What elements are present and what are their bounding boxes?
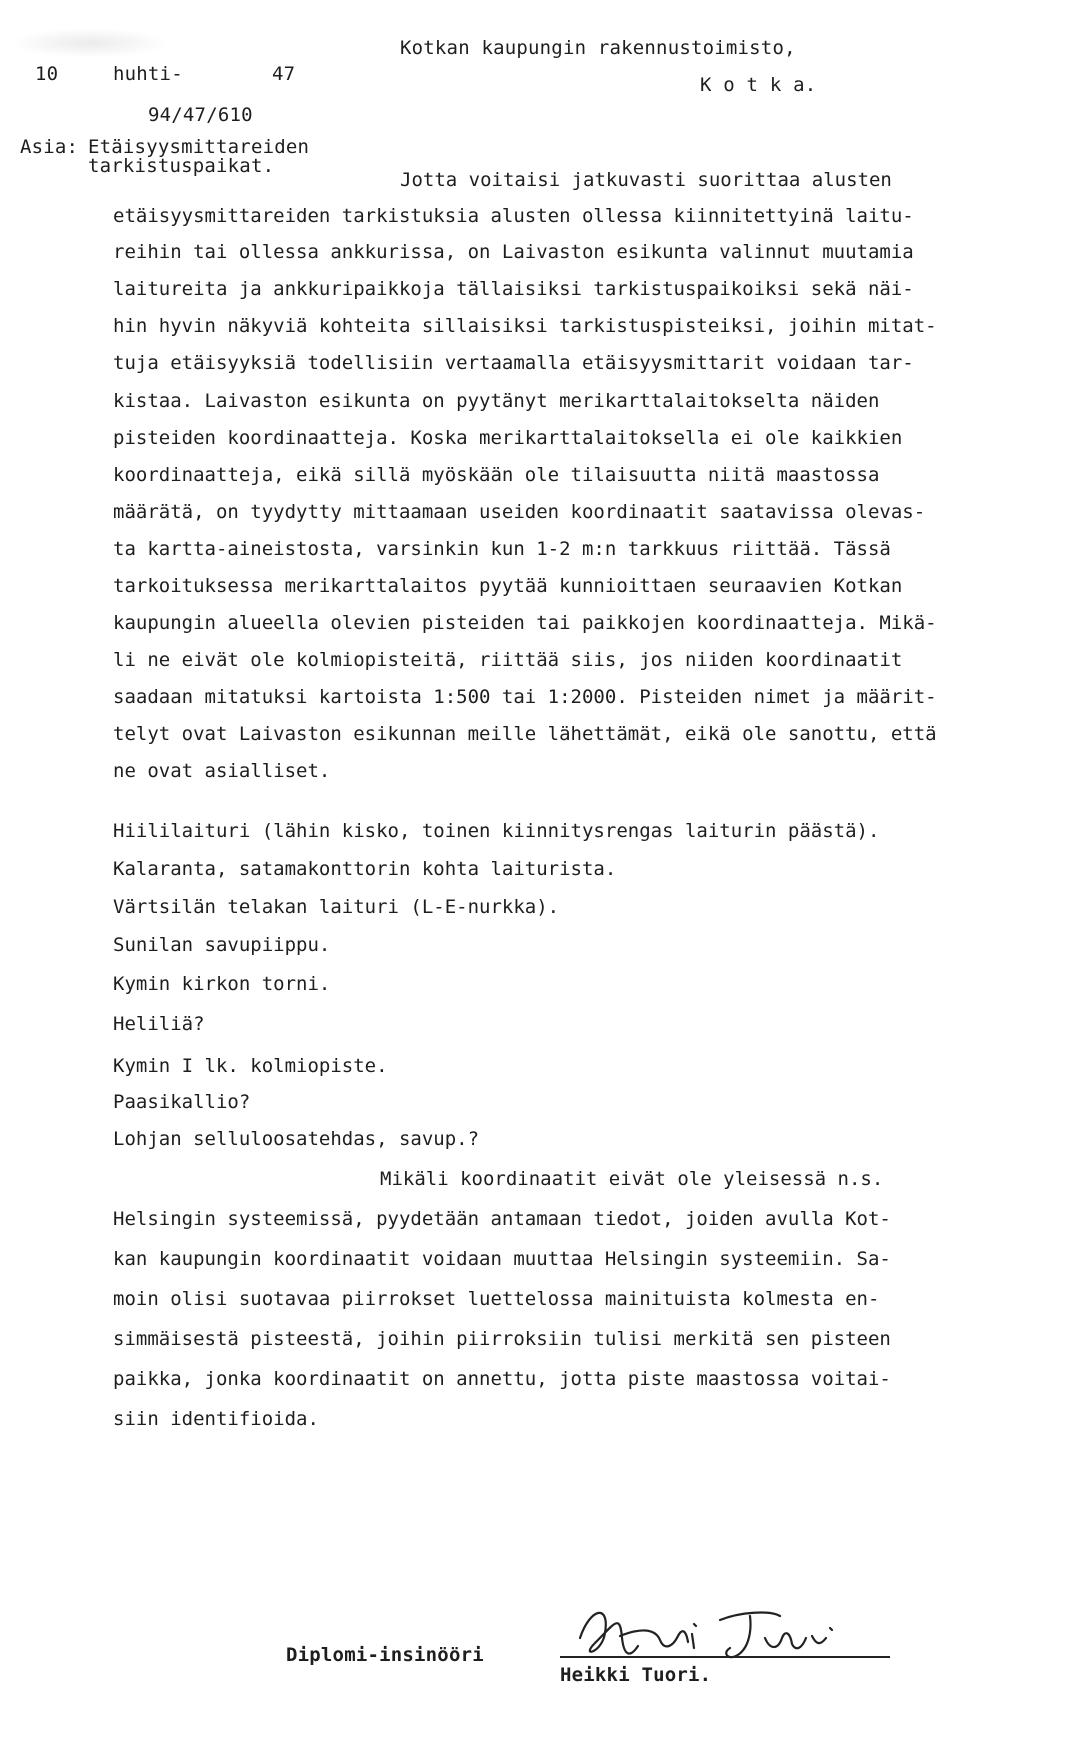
paragraph-2-line: Mikäli koordinaatit eivät ole yleisessä n.s.: [380, 1168, 884, 1190]
paragraph-1-line: telyt ovat Laivaston esikunnan meille lähettämät, eikä ole sanottu, että: [113, 723, 937, 745]
point-list-item: Paasikallio?: [113, 1091, 251, 1113]
paragraph-1-line: pisteiden koordinaatteja. Koska merikarttalaitoksella ei ole kaikkien: [113, 427, 903, 449]
paragraph-1-line: koordinaatteja, eikä sillä myöskään ole tilaisuutta niitä maastossa: [113, 464, 880, 486]
paragraph-1-line: laitureita ja ankkuripaikkoja tällaisiksi tarkistuspaikoiksi sekä näi-: [113, 278, 914, 300]
paragraph-2-line: paikka, jonka koordinaatit on annettu, jotta piste maastossa voitai-: [113, 1368, 891, 1390]
date-year: 47: [272, 63, 296, 85]
paragraph-1-line: kistaa. Laivaston esikunta on pyytänyt merikarttalaitokselta näiden: [113, 390, 880, 412]
point-list-item: Sunilan savupiippu.: [113, 934, 331, 956]
subject-label: Asia:: [20, 136, 79, 158]
paragraph-1-line: li ne eivät ole kolmiopisteitä, riittää siis, jos niiden koordinaatit: [113, 649, 903, 671]
date-day: 10: [35, 63, 59, 85]
date-month: huhti-: [113, 63, 183, 85]
paragraph-1-line: etäisyysmittareiden tarkistuksia alusten ollessa kiinnitettyinä laitu-: [113, 205, 914, 227]
signatory-title: Diplomi-insinööri: [286, 1644, 484, 1666]
point-list-item: Kalaranta, satamakonttorin kohta laiturista.: [113, 858, 617, 880]
point-list-item: Lohjan selluloosatehdas, savup.?: [113, 1128, 480, 1150]
paragraph-1-line: tarkoituksessa merikarttalaitos pyytää kunnioittaen seuraavien Kotkan: [113, 575, 903, 597]
paragraph-1-line: saadaan mitatuksi kartoista 1:500 tai 1:2000. Pisteiden nimet ja määrit-: [113, 686, 937, 708]
paragraph-1-line: ta kartta-aineistosta, varsinkin kun 1-2 m:n tarkkuus riittää. Tässä: [113, 538, 891, 560]
signature-line: [560, 1656, 890, 1658]
paragraph-1-line: kaupungin alueella olevien pisteiden tai paikkojen koordinaatteja. Mikä-: [113, 612, 937, 634]
paragraph-2-line: siin identifioida.: [113, 1408, 319, 1430]
signatory-name: Heikki Tuori.: [560, 1664, 712, 1686]
paragraph-1-line: reihin tai ollessa ankkurissa, on Laivaston esikunta valinnut muutamia: [113, 241, 914, 263]
point-list-item: Kymin I lk. kolmiopiste.: [113, 1055, 388, 1077]
paragraph-2-line: Helsingin systeemissä, pyydetään antamaan tiedot, joiden avulla Kot-: [113, 1208, 891, 1230]
paragraph-1-line: määrätä, on tyydytty mittaamaan useiden koordinaatit saatavissa olevas-: [113, 501, 926, 523]
paragraph-1-line: tuja etäisyyksiä todellisiin vertaamalla etäisyysmittarit voidaan tar-: [113, 352, 914, 374]
paragraph-1-line: Jotta voitaisi jatkuvasti suorittaa alusten: [400, 169, 892, 191]
point-list-item: Heliliä?: [113, 1013, 205, 1035]
paragraph-2-line: simmäisestä pisteestä, joihin piirroksiin tulisi merkitä sen pisteen: [113, 1328, 891, 1350]
reference-number: 94/47/610: [148, 104, 253, 126]
paper-smudge: [10, 28, 170, 58]
point-list-item: Hiililaituri (lähin kisko, toinen kiinnitysrengas laiturin päästä).: [113, 820, 880, 842]
paragraph-2-line: kan kaupungin koordinaatit voidaan muuttaa Helsingin systeemiin. Sa-: [113, 1248, 891, 1270]
recipient-line-1: Kotkan kaupungin rakennustoimisto,: [400, 37, 796, 59]
point-list-item: Värtsilän telakan laituri (L-E-nurkka).: [113, 896, 560, 918]
recipient-line-2: K o t k a.: [700, 74, 817, 96]
paragraph-2-line: moin olisi suotavaa piirrokset luettelossa mainituista kolmesta en-: [113, 1288, 880, 1310]
paragraph-1-line: hin hyvin näkyviä kohteita sillaisiksi tarkistuspisteiksi, joihin mitat-: [113, 315, 937, 337]
point-list-item: Kymin kirkon torni.: [113, 973, 331, 995]
subject-line-1: Etäisyysmittareiden: [88, 136, 310, 158]
paragraph-1-line: ne ovat asialliset.: [113, 760, 331, 782]
subject-line-2: tarkistuspaikat.: [88, 155, 275, 177]
